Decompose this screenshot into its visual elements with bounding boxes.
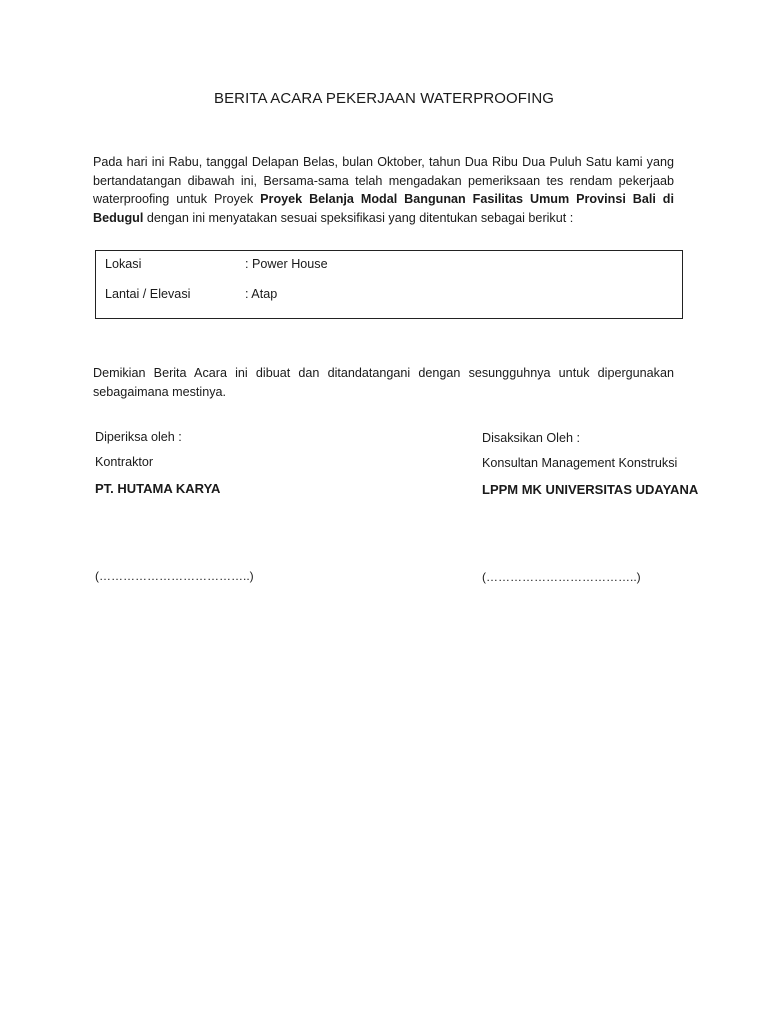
info-box bbox=[95, 250, 683, 319]
signature-organization: PT. HUTAMA KARYA bbox=[95, 481, 221, 496]
signature-placeholder: (………………………………..) bbox=[482, 570, 641, 584]
signature-role: Konsultan Management Konstruksi bbox=[482, 456, 678, 470]
signature-role: Kontraktor bbox=[95, 455, 154, 469]
intro-paragraph bbox=[93, 153, 674, 227]
info-label: Lantai / Elevasi bbox=[105, 287, 191, 301]
intro-text-part1: Pada hari ini Rabu, tanggal Delapan Belas, bulan Oktober, tahun Dua Ribu Dua Puluh Satu kami yang bertandatangan dibawah ini, Bersama-sama telah mengadakan pemeriksaan tes rendam pekerjaab waterproofing untuk Proyek bbox=[93, 155, 674, 206]
project-name: Proyek Belanja Modal Bangunan Fasilitas Umum Provinsi Bali di Bedugul bbox=[93, 192, 674, 225]
intro-text-part2: dengan ini menyatakan sesuai speksifikasi yang ditentukan sebagai berikut : bbox=[143, 210, 574, 225]
signature-organization: LPPM MK UNIVERSITAS UDAYANA bbox=[482, 482, 699, 497]
signature-placeholder: (………………………………..) bbox=[95, 569, 254, 583]
signature-heading: Disaksikan Oleh : bbox=[482, 431, 580, 445]
signature-heading: Diperiksa oleh : bbox=[95, 430, 182, 444]
document-title: BERITA ACARA PEKERJAAN WATERPROOFING bbox=[213, 90, 555, 107]
info-label: Lokasi bbox=[105, 257, 142, 271]
closing-paragraph: Demikian Berita Acara ini dibuat dan ditandatangani dengan sesungguhnya untuk dipergunakan sebagaimana mestinya. bbox=[93, 366, 674, 399]
info-value: : Power House bbox=[245, 257, 328, 271]
info-value: : Atap bbox=[245, 287, 278, 301]
